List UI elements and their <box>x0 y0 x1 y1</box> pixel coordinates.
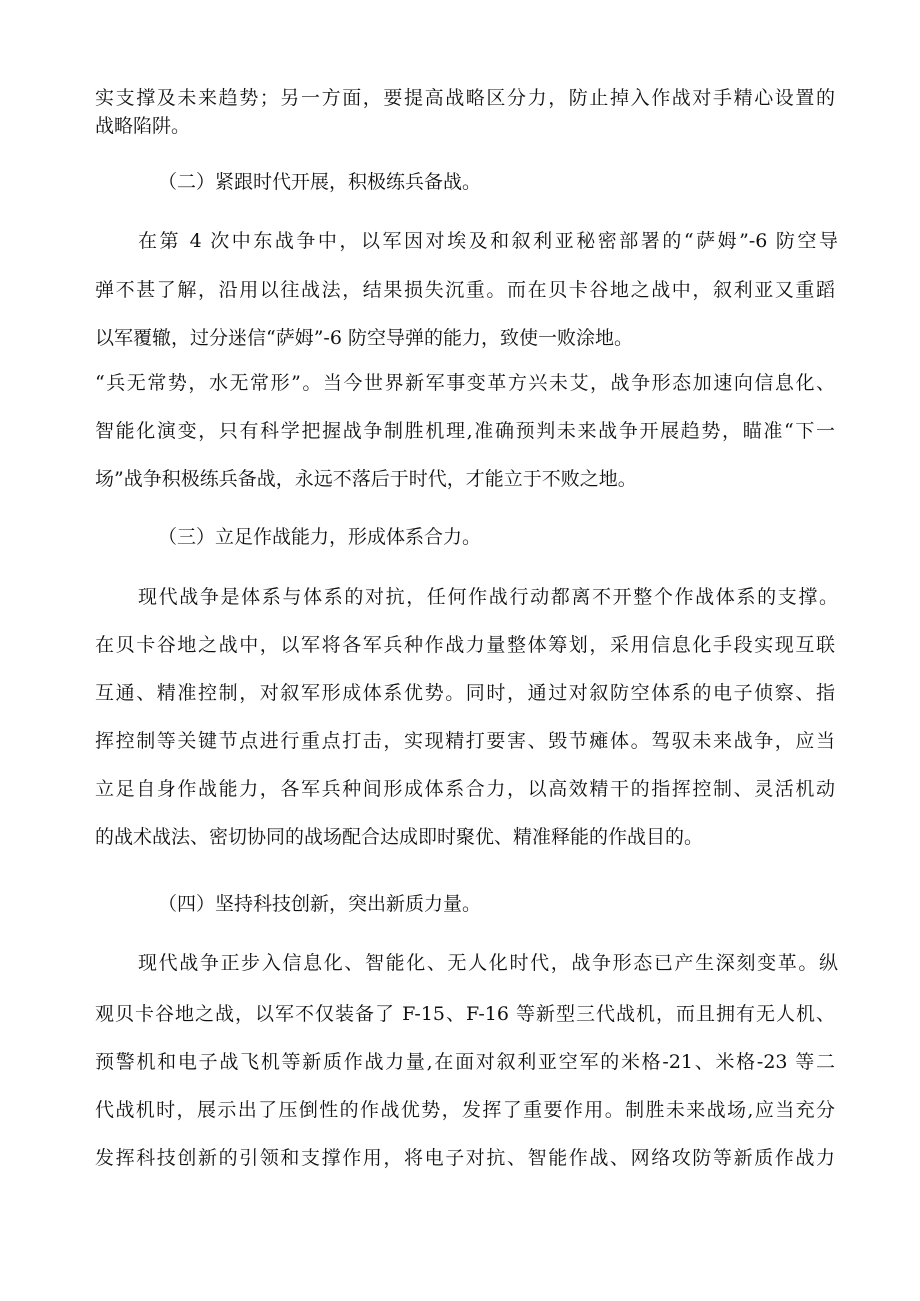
paragraph-line: 观贝卡谷地之战，以军不仅装备了 F-15、F-16 等新型三代战机，而且拥有无人机、 <box>95 1003 835 1025</box>
paragraph-line: 弹不甚了解，沿用以往战法，结果损失沉重。而在贝卡谷地之战中，叙利亚又重蹈 <box>95 279 835 301</box>
paragraph-line: 发挥科技创新的引领和支撑作用，将电子对抗、智能作战、网络攻防等新质作战力 <box>95 1147 835 1169</box>
paragraph-line: 预警机和电子战飞机等新质作战力量,在面对叙利亚空军的米格-21、米格-23 等二 <box>95 1051 835 1073</box>
paragraph-line: 战略陷阱。 <box>95 115 191 137</box>
paragraph-line: 立足自身作战能力，各军兵种间形成体系合力，以高效精干的指挥控制、灵活机动 <box>95 778 835 800</box>
section-heading: （二）紧跟时代开展，积极练兵备战。 <box>158 171 482 193</box>
paragraph-line: 代战机时，展示出了压倒性的作战优势，发挥了重要作用。制胜未来战场,应当充分 <box>95 1099 835 1121</box>
paragraph-line: 在贝卡谷地之战中，以军将各军兵种作战力量整体筹划，采用信息化手段实现互联 <box>95 634 835 656</box>
paragraph-line: 在第 4 次中东战争中，以军因对埃及和叙利亚秘密部署的“萨姆”-6 防空导 <box>138 230 838 252</box>
paragraph-line: 现代战争正步入信息化、智能化、无人化时代，战争形态已产生深刻变革。纵 <box>138 952 838 974</box>
paragraph-line: 互通、精准控制，对叙军形成体系优势。同时，通过对叙防空体系的电子侦察、指 <box>95 682 835 704</box>
paragraph-line: 的战术战法、密切协同的战场配合达成即时聚优、精准释能的作战目的。 <box>95 826 704 848</box>
section-heading: （三）立足作战能力，形成体系合力。 <box>158 526 482 548</box>
section-heading: （四）坚持科技创新，突出新质力量。 <box>158 893 482 915</box>
paragraph-line: 以军覆辙，过分迷信“萨姆”-6 防空导弹的能力，致使一败涂地。 <box>95 327 633 349</box>
paragraph-line: 挥控制等关键节点进行重点打击，实现精打要害、毁节瘫体。驾驭未来战争，应当 <box>95 730 835 752</box>
paragraph-line: “兵无常势，水无常形”。当今世界新军事变革方兴未艾，战争形态加速向信息化、 <box>95 372 835 394</box>
paragraph-line: 智能化演变，只有科学把握战争制胜机理,准确预判未来战争开展趋势，瞄准“下一 <box>95 420 835 442</box>
paragraph-line: 现代战争是体系与体系的对抗，任何作战行动都离不开整个作战体系的支撑。 <box>138 586 838 608</box>
paragraph-line: 实支撑及未来趋势；另一方面，要提高战略区分力，防止掉入作战对手精心设置的 <box>95 87 835 109</box>
paragraph-line: 场”战争积极练兵备战，永远不落后于时代，才能立于不败之地。 <box>95 468 637 490</box>
